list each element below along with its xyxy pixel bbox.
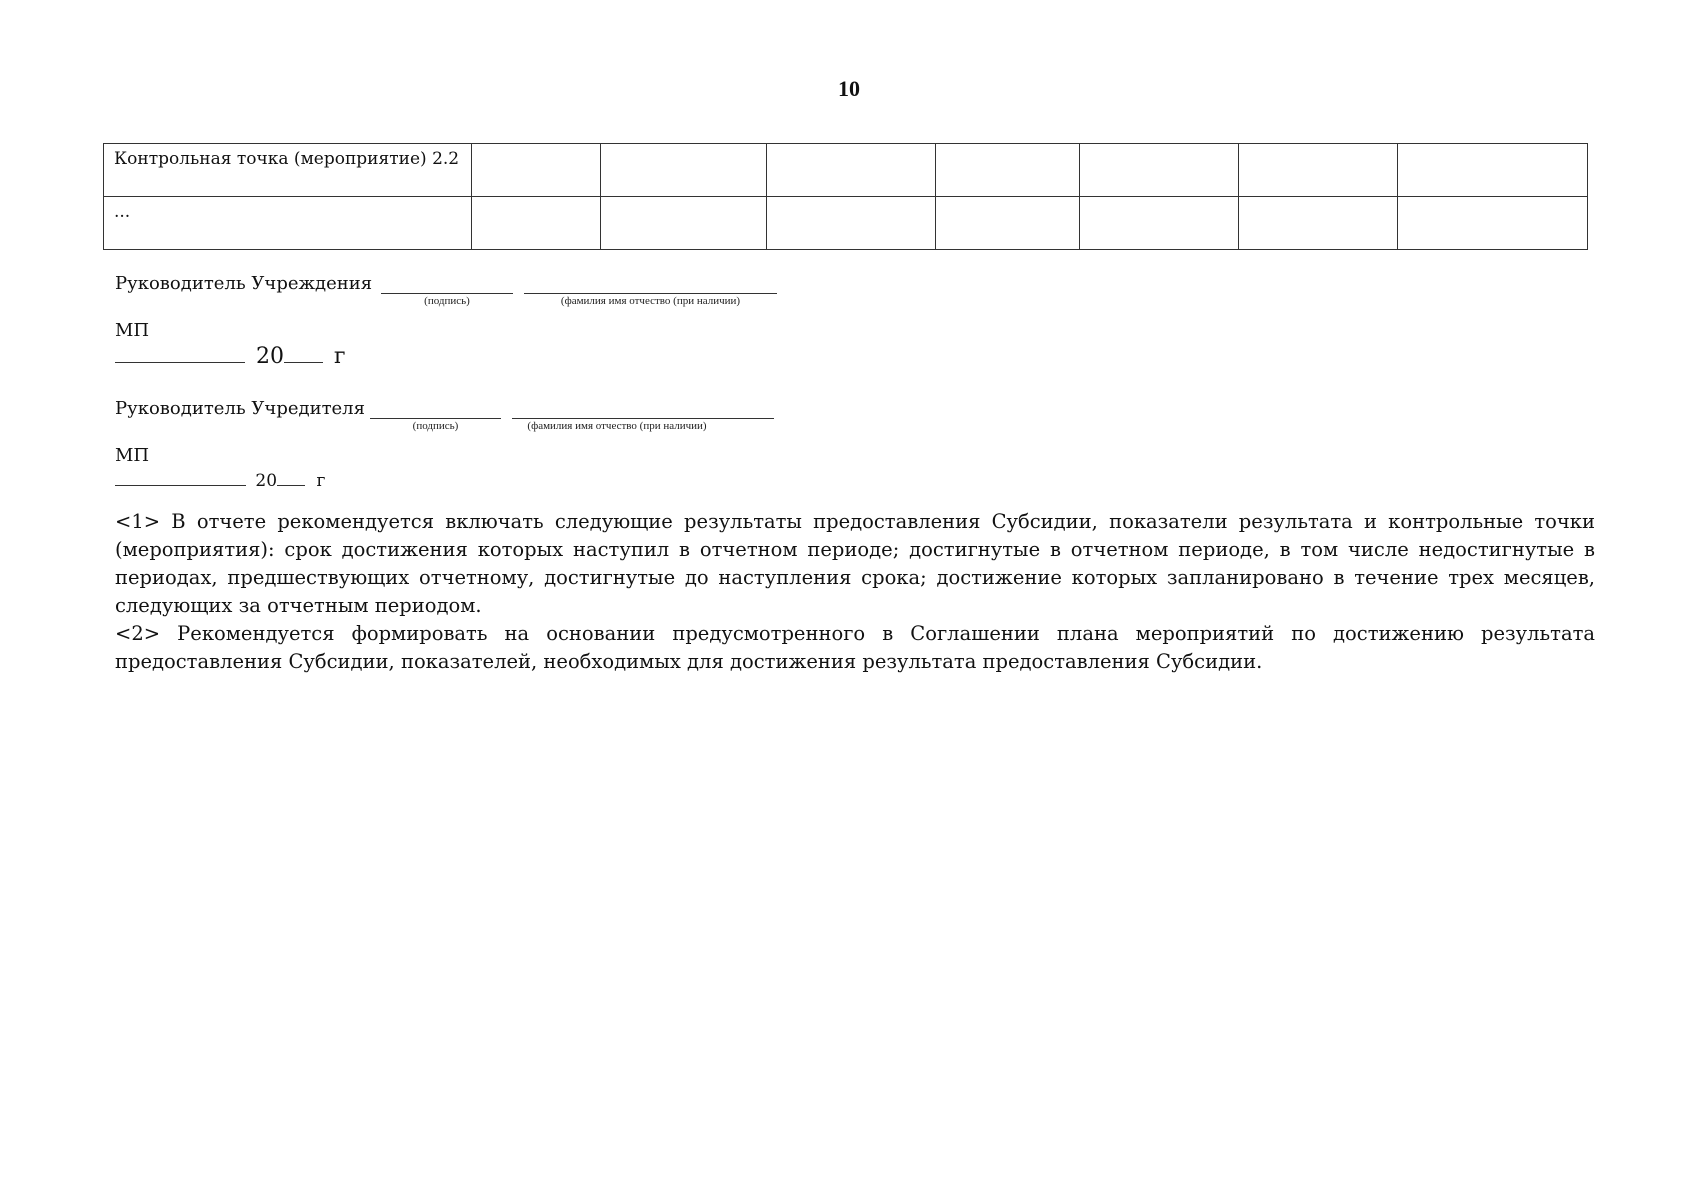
signature-blank [381, 293, 513, 294]
table-cell [936, 144, 1080, 197]
page-number: 10 [838, 76, 860, 101]
signature-blank [370, 418, 501, 419]
table-cell [1080, 144, 1239, 197]
year-blank [284, 362, 323, 363]
table-cell [767, 197, 936, 250]
stamp-label: МП [115, 320, 150, 341]
footnotes [115, 508, 1595, 676]
table-cell [472, 144, 601, 197]
founder-head-label: Руководитель Учредителя [115, 398, 365, 419]
table-cell-label: Контрольная точка (мероприятие) 2.2 [104, 144, 472, 197]
day-month-blank [115, 362, 245, 363]
table-row [104, 144, 1588, 197]
name-caption: (фамилия имя отчество (при наличии) [560, 295, 741, 307]
date-line [115, 470, 325, 496]
year-blank [277, 485, 305, 486]
table-cell [1080, 197, 1239, 250]
table-cell [1239, 144, 1398, 197]
table-cell [936, 197, 1080, 250]
year-suffix: г [334, 344, 346, 369]
table-cell [1398, 197, 1588, 250]
stamp-label: МП [115, 445, 150, 466]
table-row [104, 197, 1588, 250]
table-cell [767, 144, 936, 197]
year-prefix: 20 [256, 344, 284, 369]
institution-head-label: Руководитель Учреждения [115, 273, 373, 294]
name-caption: (фамилия имя отчество (при наличии) [527, 420, 707, 432]
table-cell [601, 144, 767, 197]
report-table [103, 143, 1588, 250]
footnote-2: <2> Рекомендуется формировать на основании предусмотренного в Соглашении плана мероприятий по достижению результата предоставления Субсидии, показателей, необходимых для достижения результата предоставления Субсидии. [115, 622, 1595, 673]
footnote-1: <1> В отчете рекомендуется включать следующие результаты предоставления Субсидии, показатели результата и контрольные точки (мероприятия): срок достижения которых наступил в отчетном периоде; достигнутые в отчетном периоде, в том числе недостигнутые в периодах, предшествующих отчетному, достигнутые до наступления срока; достижение которых запланировано в течение трех месяцев, следующих за отчетным периодом. [115, 510, 1595, 617]
table-cell [472, 197, 601, 250]
table-cell [1398, 144, 1588, 197]
table-cell-label: ... [104, 197, 472, 250]
day-month-blank [115, 485, 246, 486]
name-blank [524, 293, 777, 294]
signature-caption: (подпись) [424, 295, 470, 307]
name-blank [512, 418, 774, 419]
year-suffix: г [316, 471, 326, 491]
signature-caption: (подпись) [412, 420, 459, 432]
date-line [115, 344, 346, 370]
year-prefix: 20 [255, 471, 278, 491]
table-cell [1239, 197, 1398, 250]
table-cell [601, 197, 767, 250]
